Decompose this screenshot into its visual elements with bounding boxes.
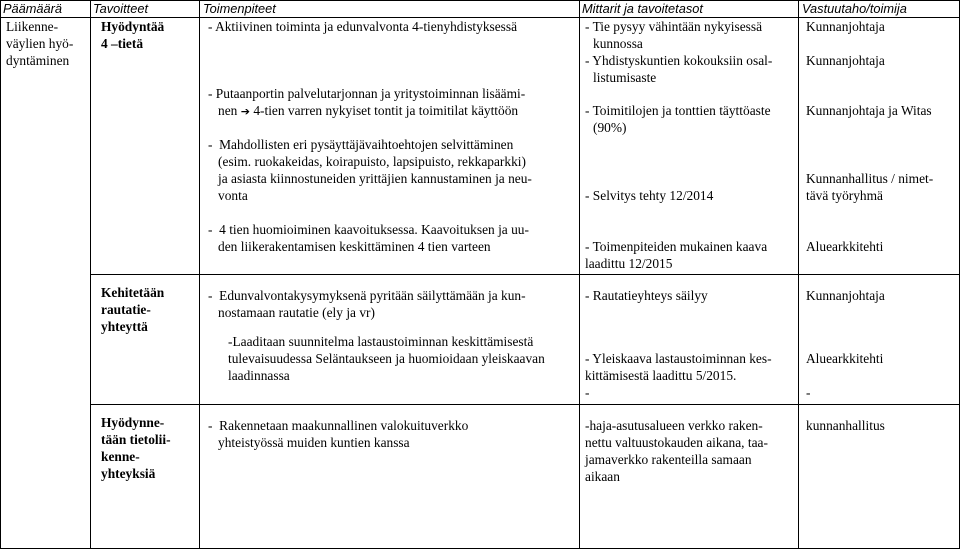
action-text: - Mahdollisten eri pysäyttäjävaihtoehtojen selvittäminen xyxy=(208,137,514,152)
header-paamaara: Päämäärä xyxy=(3,1,63,16)
action-text: - Rakennetaan maakunnallinen valokuituverkko xyxy=(208,418,469,433)
responsible-text: Kunnanjohtaja xyxy=(806,19,885,34)
objective-text: Kehitetään xyxy=(101,285,165,300)
metric-text: - Toimenpiteiden mukainen kaava xyxy=(585,239,768,254)
objective-text: yhteyksiä xyxy=(101,466,156,481)
column-divider xyxy=(798,0,799,549)
metric-text: (90%) xyxy=(593,120,627,135)
responsible-text: Aluearkkitehti xyxy=(806,351,884,366)
objective-text: yhteyttä xyxy=(101,319,148,334)
responsible-text: Kunnanhallitus / nimet- xyxy=(806,171,934,186)
action-text: nostamaan rautatie (ely ja vr) xyxy=(208,305,375,320)
responsible-text: - xyxy=(806,385,811,400)
metric-text: kunnossa xyxy=(593,36,643,51)
metric-text: laadittu 12/2015 xyxy=(585,256,673,271)
responsible-text: tävä työryhmä xyxy=(806,188,883,203)
metric-text: kittämisestä laadittu 5/2015. xyxy=(585,368,737,383)
metric-text: jamaverkko rakenteilla samaan xyxy=(585,452,752,467)
table-border-left xyxy=(0,0,1,549)
action-text: laadinnassa xyxy=(228,368,290,383)
header-toimenpiteet: Toimenpiteet xyxy=(203,1,276,16)
action-text: - Edunvalvontakysymyksenä pyritään säilyttämään ja kun- xyxy=(208,288,526,303)
table-border-bottom xyxy=(0,548,960,549)
metric-text: - Yleiskaava lastaustoiminnan kes- xyxy=(585,351,772,366)
responsible-text: kunnanhallitus xyxy=(806,418,885,433)
action-text: ja asiasta kiinnostuneiden yrittäjien kannustaminen ja neu- xyxy=(208,171,532,186)
action-text: (esim. ruokakeidas, koirapuisto, lapsipuisto, rekkaparkki) xyxy=(208,154,526,169)
header-tavoitteet: Tavoitteet xyxy=(93,1,149,16)
metric-text: nettu valtuustokauden aikana, taa- xyxy=(585,435,768,450)
responsible-text: Kunnanjohtaja ja Witas xyxy=(806,103,932,118)
objective-text: kenne- xyxy=(101,449,140,464)
metric-text: - Yhdistyskuntien kokouksiin osal- xyxy=(585,53,773,68)
column-divider xyxy=(579,0,580,549)
arrow-right-icon: ➔ xyxy=(240,105,250,118)
objective-text: tään tietolii- xyxy=(101,432,171,447)
table-row-divider xyxy=(90,404,960,405)
goal-text: dyntäminen xyxy=(6,53,70,68)
header-mittarit: Mittarit ja tavoitetasot xyxy=(582,1,703,16)
column-divider xyxy=(199,0,200,549)
action-text: tulevaisuudessa Seläntaukseen ja huomioidaan yleiskaavan xyxy=(228,351,545,366)
metric-text: - xyxy=(585,385,590,400)
column-divider xyxy=(90,0,91,549)
action-text: nen xyxy=(208,103,238,118)
action-text: 4-tien varren nykyiset tontit ja toimitilat käyttöön xyxy=(253,103,519,118)
metric-text: - Rautatieyhteys säilyy xyxy=(585,288,708,303)
action-text: -Laaditaan suunnitelma lastaustoiminnan keskittämisestä xyxy=(228,334,534,349)
action-text: - Aktiivinen toiminta ja edunvalvonta 4-tienyhdistyksessä xyxy=(208,19,518,34)
table-row-divider xyxy=(90,274,960,275)
metric-text: aikaan xyxy=(585,469,620,484)
metric-text: -haja-asutusalueen verkko raken- xyxy=(585,418,763,433)
goal-text: Liikenne- xyxy=(6,19,59,34)
action-text: yhteistyössä muiden kuntien kanssa xyxy=(208,435,410,450)
responsible-text: Kunnanjohtaja xyxy=(806,53,885,68)
header-vastuutaho: Vastuutaho/toimija xyxy=(802,1,907,16)
responsible-text: Aluearkkitehti xyxy=(806,239,884,254)
action-text: - 4 tien huomioiminen kaavoituksessa. Kaavoituksen ja uu- xyxy=(208,222,529,237)
objective-text: Hyödyntää xyxy=(101,19,165,34)
metric-text: - Tie pysyy vähintään nykyisessä xyxy=(585,19,763,34)
action-text: den liikerakentamisen keskittäminen 4 tien varteen xyxy=(208,239,491,254)
action-text: vonta xyxy=(208,188,248,203)
objective-text: rautatie- xyxy=(101,302,151,317)
goal-text: väylien hyö- xyxy=(6,36,74,51)
action-text: - Putaanportin palvelutarjonnan ja yritystoiminnan lisäämi- xyxy=(208,86,526,101)
metric-text: - Toimitilojen ja tonttien täyttöaste xyxy=(585,103,771,118)
metric-text: listumisaste xyxy=(593,70,657,85)
objective-text: 4 –tietä xyxy=(101,36,144,51)
responsible-text: Kunnanjohtaja xyxy=(806,288,885,303)
action-text xyxy=(208,102,518,120)
metric-text: - Selvitys tehty 12/2014 xyxy=(585,188,714,203)
objective-text: Hyödynne- xyxy=(101,415,165,430)
